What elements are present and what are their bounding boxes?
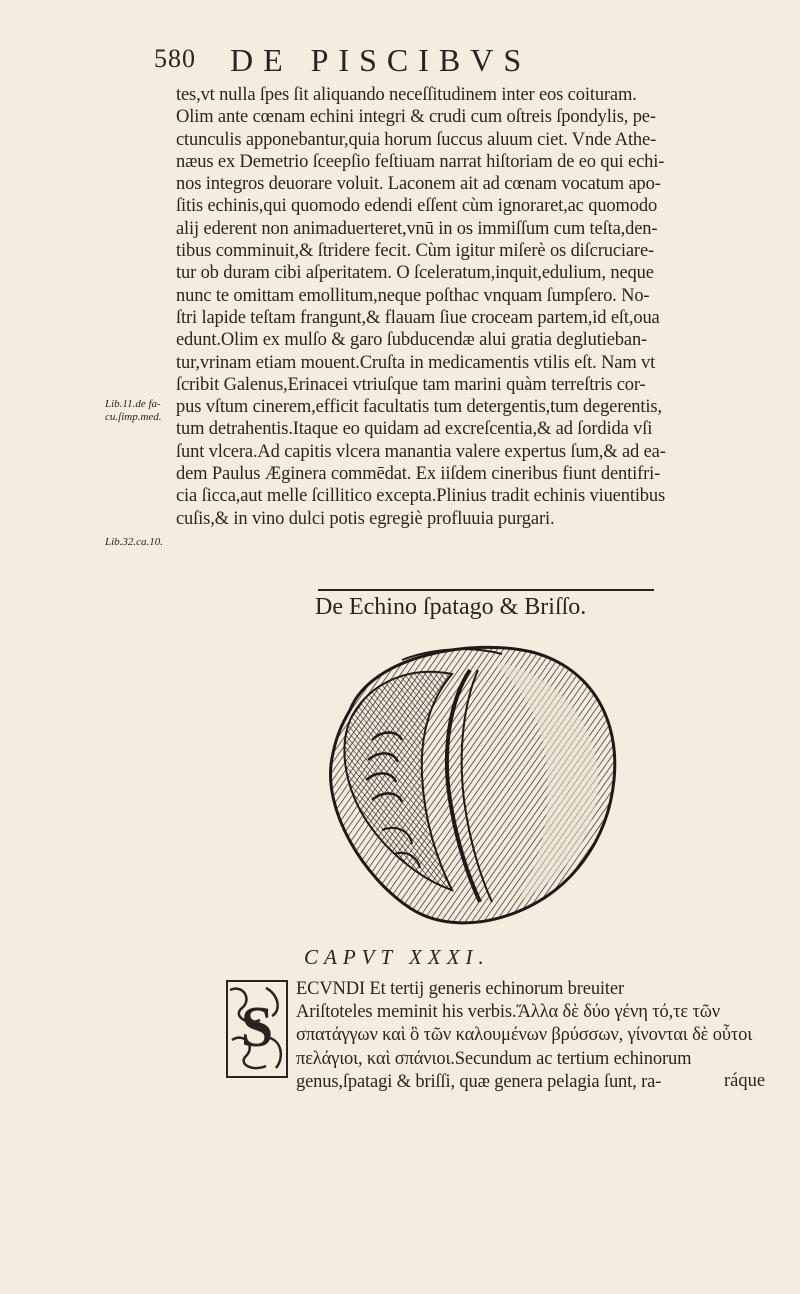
text-line: næus ex Demetrio ſceepſio feſtiuam narrat hiſtoriam de eo qui echi- [176, 151, 665, 172]
text-line: pus vſtum cinerem,efficit facultatis tum detergentis,tum degerentis, [176, 397, 662, 418]
text-line: tes,vt nulla ſpes ſit aliquando neceſſitudinem inter eos coituram. [176, 85, 637, 105]
text-line: tur ob duram cibi aſperitatem. O ſceleratum,inquit,edulium, neque [176, 263, 654, 284]
text-line: cuſis,& in vino dulci potis egregiè profluuia purgari. [176, 508, 555, 529]
margin-note-line: cu.ſimp.med. [105, 411, 162, 423]
text-line: Ariſtoteles meminit his verbis.Ἄλλα δὲ δύο γένη τό,τε τῶν [296, 1002, 720, 1023]
margin-note-line: Lib.32.ca.10. [105, 536, 164, 548]
text-line: edunt.Olim ex mulſo & garo ſubducendæ alui gratia deglutieban- [176, 330, 648, 351]
text-line: nos integros deuorare voluit. Laconem ait ad cœnam vocatum apo- [176, 174, 661, 195]
text-line: πελάγιοι, καὶ σπάνιοι.Secundum ac tertium echinorum [296, 1048, 692, 1069]
text-line: σπατάγγων καὶ ὃ τῶν καλουμένων βρύσσων, γίνονται δὲ οὗτοι [296, 1025, 753, 1046]
text-line: tur,vrinam etiam mouent.Cruſta in medicamentis vtilis eſt. Nam vt [176, 352, 656, 373]
text-line: ſcribit Galenus,Erinacei vtriuſque tam marini quàm terreſtris cor- [176, 374, 646, 395]
sea-urchin-woodcut [302, 640, 628, 930]
chapter-heading: CAPVT XXXI. [304, 945, 490, 969]
text-line: ſunt vlcera.Ad capitis vlcera manantia valere expertus ſum,& ad ea- [176, 441, 666, 462]
page-number: 580 [154, 44, 196, 73]
margin-note-plinius [105, 536, 175, 549]
chapter-text [296, 978, 796, 1094]
running-title: DE PISCIBVS [230, 42, 532, 78]
text-line: nunc te omittam emollitum,neque poſthac vnquam ſumpſero. No- [176, 285, 650, 306]
text-line: tibus comminuit,& ſtridere fecit. Cùm igitur miſerè os diſcruciare- [176, 241, 655, 262]
initial-letter: S [240, 994, 274, 1059]
page-header [130, 42, 690, 78]
text-line: tum detrahentis.Itaque eo quidam ad excreſcentia,& ad ſordida vſi [176, 419, 653, 440]
catchword: ráque [724, 1071, 766, 1091]
body-text [176, 84, 798, 530]
text-line: alij ederent non animaduerteret,vnū in os immiſſum cum teſta,den- [176, 218, 658, 239]
section-heading: De Echino ſpatago & Briſſo. [315, 594, 587, 620]
text-line: cia ſicca,aut melle ſcillitico excepta.Plinius tradit echinis viuentibus [176, 486, 666, 507]
text-line: ſtri lapide teſtam frangunt,& flauam ſiue croceam partem,id eſt,oua [176, 307, 660, 328]
text-line: ECVNDI Et tertij generis echinorum breuiter [296, 979, 624, 999]
margin-note-line: Lib.11.de fa- [105, 398, 161, 410]
text-line: Olim ante cœnam echini integri & crudi cum oſtreis ſpondylis, pe- [176, 107, 656, 128]
initial-letter-ornament [226, 980, 288, 1078]
text-line: genus,ſpatagi & briſſi, quæ genera pelagia ſunt, ra- [296, 1071, 662, 1092]
text-line: ſitis echinis,qui quomodo edendi eſſent cùm ignoraret,ac quomodo [176, 196, 658, 217]
text-line: ctunculis apponebantur,quia horum ſuccus aluum ciet. Vnde Athe- [176, 129, 657, 150]
text-line: dem Paulus Æginera commēdat. Ex iiſdem cineribus fiunt dentifri- [176, 464, 661, 485]
section-rule [318, 589, 654, 591]
margin-note-galenus [105, 398, 175, 424]
sea-urchin-illustration [302, 640, 628, 930]
decorated-initial [226, 980, 288, 1078]
